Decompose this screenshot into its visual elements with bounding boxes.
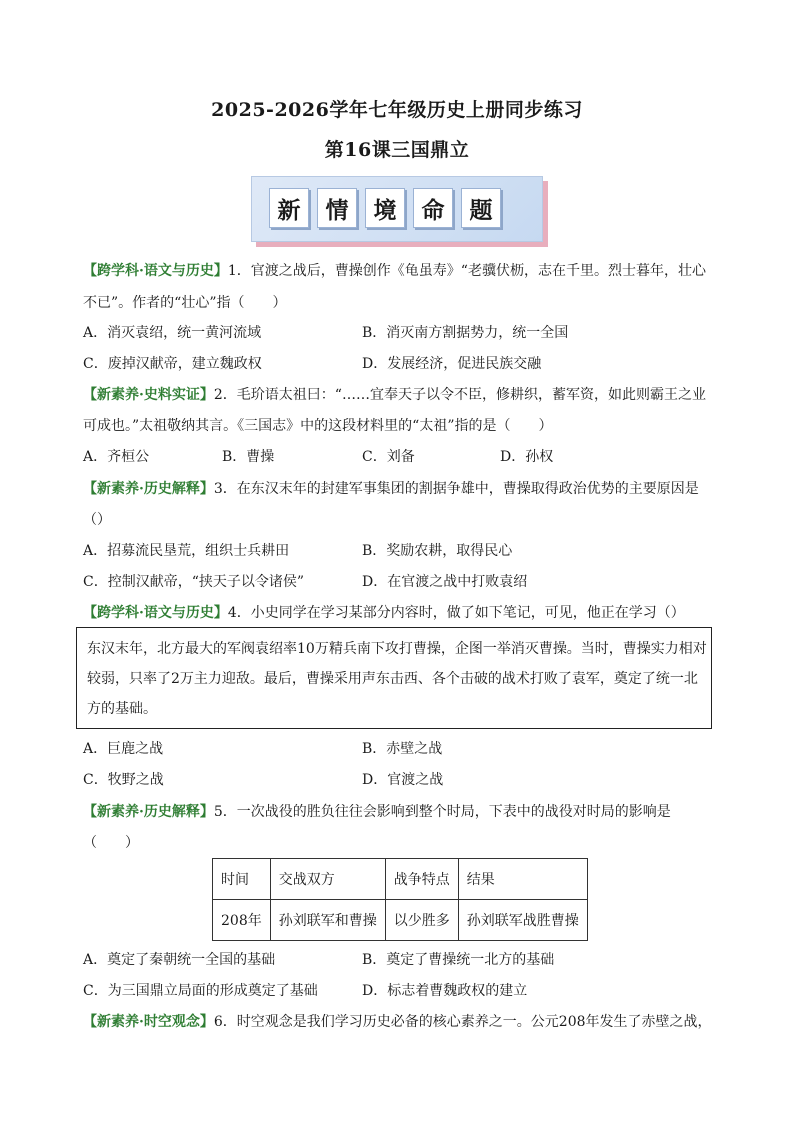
banner-char: 新	[269, 188, 309, 228]
question-3-stem	[83, 480, 699, 498]
banner-char: 命	[413, 188, 453, 228]
question-4-stem	[83, 604, 685, 622]
question-1-option-c: C．废掉汉献帝，建立魏政权	[83, 356, 262, 372]
question-5-stem-cont: （ ）	[83, 835, 139, 851]
question-text: 4．小史同学在学习某部分内容时，做了如下笔记，可见，他正在学习（）	[227, 605, 685, 621]
table-header-cell: 时间	[213, 859, 271, 900]
question-1-option-a: A．消灭袁绍，统一黄河流域	[83, 325, 262, 341]
question-4-option-c: C．牧野之战	[83, 772, 164, 788]
banner-char: 境	[365, 188, 405, 228]
question-1-option-b: B．消灭南方割据势力，统一全国	[362, 325, 569, 341]
table-cell: 208年	[213, 900, 271, 941]
question-text: 5．一次战役的胜负往往会影响到整个时局，下表中的战役对时局的影响是	[213, 804, 671, 820]
banner-char: 情	[317, 188, 357, 228]
question-3-option-c: C．控制汉献帝，“挟天子以令诸侯”	[83, 574, 305, 590]
table-header-row	[213, 859, 588, 900]
question-text: 2．毛玠语太祖曰：“……宜奉天子以令不臣，修耕织，蓄军资，如此则霸王之业	[213, 387, 706, 403]
question-tag: 【新素养·时空观念】	[83, 1014, 214, 1030]
table-header-cell: 结果	[458, 859, 587, 900]
notes-line: 东汉末年，北方最大的军阀袁绍率10万精兵南下攻打曹操，企图一举消灭曹操。当时，曹操实力相对	[87, 641, 707, 657]
table-cell: 以少胜多	[385, 900, 458, 941]
table-row	[213, 900, 588, 941]
banner-tiles	[269, 188, 501, 228]
question-1-stem	[83, 262, 706, 280]
question-2-option-b: B．曹操	[222, 449, 275, 465]
question-tag: 【跨学科·语文与历史】	[83, 263, 228, 279]
question-4-option-d: D．官渡之战	[362, 772, 444, 788]
question-text: 3．在东汉末年的封建军事集团的割据争雄中，曹操取得政治优势的主要原因是	[213, 481, 699, 497]
question-text: 1．官渡之战后，曹操创作《龟虽寿》“老骥伏枥，志在千里。烈士暮年，壮心	[227, 263, 706, 279]
question-2-option-d: D．孙权	[500, 449, 554, 465]
question-1-stem-cont: 不已”。作者的“壮心”指（ ）	[83, 295, 287, 311]
table-cell: 孙刘联军和曹操	[270, 900, 385, 941]
question-2-option-c: C．刘备	[362, 449, 415, 465]
question-5-option-b: B．奠定了曹操统一北方的基础	[362, 952, 555, 968]
new-context-banner	[251, 176, 541, 240]
question-5-option-a: A．奠定了秦朝统一全国的基础	[83, 952, 276, 968]
banner-char: 题	[461, 188, 501, 228]
notes-line: 方的基础。	[87, 701, 157, 717]
question-3-stem-cont: （）	[83, 512, 111, 528]
battle-table	[212, 858, 588, 941]
table-cell: 孙刘联军战胜曹操	[458, 900, 587, 941]
question-tag: 【新素养·历史解释】	[83, 481, 214, 497]
table-header-cell: 交战双方	[270, 859, 385, 900]
question-2-stem-cont: 可成也。”太祖敬纳其言。《三国志》中的这段材料里的“太祖”指的是（ ）	[83, 418, 553, 434]
question-5-stem	[83, 803, 671, 821]
question-tag: 【新素养·史料实证】	[83, 387, 214, 403]
worksheet-title: 2025-2026学年七年级历史上册同步练习	[211, 99, 583, 121]
question-tag: 【跨学科·语文与历史】	[83, 605, 228, 621]
question-1-option-d: D．发展经济，促进民族交融	[362, 356, 542, 372]
question-4-option-b: B．赤壁之战	[362, 741, 443, 757]
lesson-title: 第16课三国鼎立	[324, 139, 470, 161]
question-5-option-d: D．标志着曹魏政权的建立	[362, 983, 528, 999]
question-3-option-a: A．招募流民垦荒，组织士兵耕田	[83, 543, 290, 559]
notes-line: 较弱，只率了2万主力迎敌。最后，曹操采用声东击西、各个击破的战术打败了袁军，奠定了统一北	[87, 671, 698, 687]
question-6-stem	[83, 1013, 712, 1031]
question-3-option-d: D．在官渡之战中打败袁绍	[362, 574, 528, 590]
question-4-option-a: A．巨鹿之战	[83, 741, 164, 757]
table-header-cell: 战争特点	[385, 859, 458, 900]
question-text: 6．时空观念是我们学习历史必备的核心素养之一。公元208年发生了赤壁之战，	[213, 1014, 712, 1030]
notes-box	[76, 627, 712, 729]
question-tag: 【新素养·历史解释】	[83, 804, 214, 820]
question-3-option-b: B．奖励农耕，取得民心	[362, 543, 513, 559]
question-2-option-a: A．齐桓公	[83, 449, 150, 465]
question-5-option-c: C．为三国鼎立局面的形成奠定了基础	[83, 983, 318, 999]
question-2-stem	[83, 386, 706, 404]
